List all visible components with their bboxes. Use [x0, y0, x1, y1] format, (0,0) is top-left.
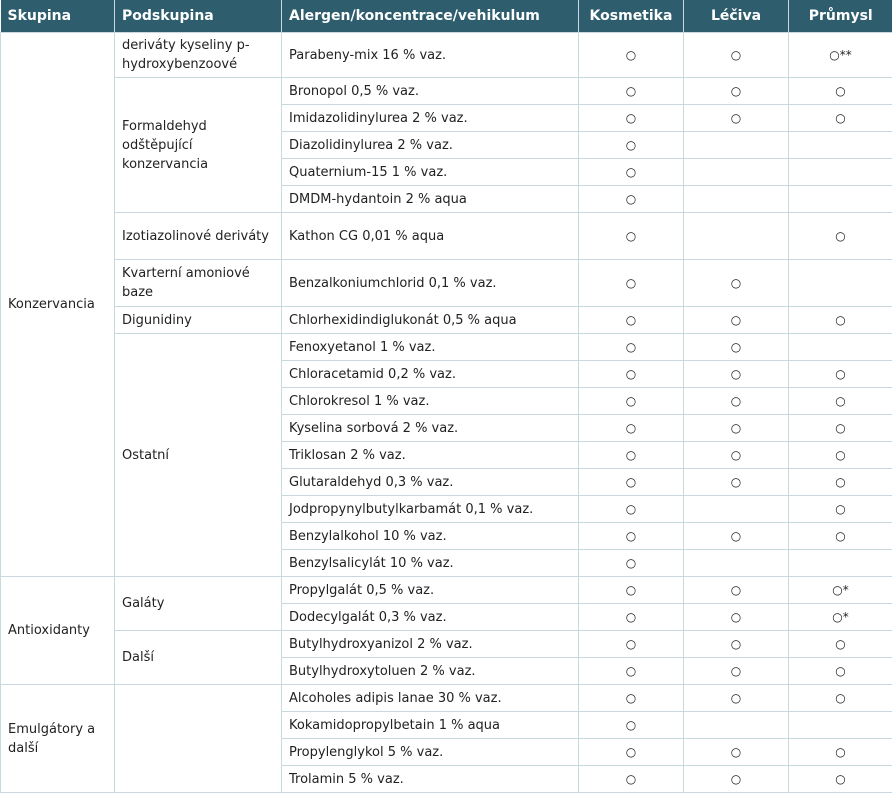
- leciva-cell: [684, 213, 789, 260]
- prumysl-cell: [789, 132, 892, 159]
- leciva-cell: ○: [684, 361, 789, 388]
- prumysl-cell: ○**: [789, 33, 892, 78]
- prumysl-cell: ○*: [789, 577, 892, 604]
- table-row: [1, 334, 892, 361]
- prumysl-cell: ○: [789, 658, 892, 685]
- prumysl-cell: ○: [789, 631, 892, 658]
- table-row: [1, 631, 892, 658]
- table-row: [1, 213, 892, 260]
- allergen-cell: Chlorokresol 1 % vaz.: [282, 388, 579, 415]
- kosmetika-cell: ○: [579, 685, 684, 712]
- leciva-cell: ○: [684, 739, 789, 766]
- kosmetika-cell: ○: [579, 159, 684, 186]
- prumysl-cell: ○: [789, 469, 892, 496]
- allergen-cell: Kyselina sorbová 2 % vaz.: [282, 415, 579, 442]
- prumysl-cell: [789, 186, 892, 213]
- kosmetika-cell: ○: [579, 442, 684, 469]
- group-cell: Konzervancia: [1, 33, 115, 577]
- subgroup-cell: deriváty kyseliny p-hydroxybenzoové: [115, 33, 282, 78]
- allergen-cell: Trolamin 5 % vaz.: [282, 766, 579, 793]
- table-row: [1, 307, 892, 334]
- allergen-cell: Glutaraldehyd 0,3 % vaz.: [282, 469, 579, 496]
- leciva-cell: ○: [684, 631, 789, 658]
- leciva-cell: ○: [684, 442, 789, 469]
- kosmetika-cell: ○: [579, 523, 684, 550]
- leciva-cell: [684, 712, 789, 739]
- table-row: [1, 577, 892, 604]
- leciva-cell: ○: [684, 307, 789, 334]
- leciva-cell: [684, 132, 789, 159]
- kosmetika-cell: ○: [579, 260, 684, 307]
- leciva-cell: [684, 496, 789, 523]
- allergen-cell: Benzylsalicylát 10 % vaz.: [282, 550, 579, 577]
- prumysl-cell: ○: [789, 415, 892, 442]
- leciva-cell: ○: [684, 577, 789, 604]
- allergen-cell: Kokamidopropylbetain 1 % aqua: [282, 712, 579, 739]
- kosmetika-cell: ○: [579, 658, 684, 685]
- kosmetika-cell: ○: [579, 33, 684, 78]
- prumysl-cell: [789, 712, 892, 739]
- table-row: [1, 33, 892, 78]
- kosmetika-cell: ○: [579, 631, 684, 658]
- table-row: [1, 260, 892, 307]
- subgroup-cell: Další: [115, 631, 282, 685]
- kosmetika-cell: ○: [579, 78, 684, 105]
- subgroup-cell: [115, 685, 282, 793]
- table-row: [1, 78, 892, 105]
- allergen-cell: Butylhydroxytoluen 2 % vaz.: [282, 658, 579, 685]
- subgroup-cell: Ostatní: [115, 334, 282, 577]
- table-row: [1, 685, 892, 712]
- prumysl-cell: ○: [789, 213, 892, 260]
- prumysl-cell: ○: [789, 496, 892, 523]
- kosmetika-cell: ○: [579, 496, 684, 523]
- header-skupina: Skupina: [1, 0, 115, 33]
- kosmetika-cell: ○: [579, 577, 684, 604]
- leciva-cell: ○: [684, 604, 789, 631]
- leciva-cell: ○: [684, 105, 789, 132]
- kosmetika-cell: ○: [579, 334, 684, 361]
- allergen-cell: Bronopol 0,5 % vaz.: [282, 78, 579, 105]
- prumysl-cell: ○: [789, 307, 892, 334]
- allergen-cell: Kathon CG 0,01 % aqua: [282, 213, 579, 260]
- allergen-cell: Propylenglykol 5 % vaz.: [282, 739, 579, 766]
- header-leciva: Léčiva: [684, 0, 789, 33]
- allergen-cell: Chlorhexidindiglukonát 0,5 % aqua: [282, 307, 579, 334]
- kosmetika-cell: ○: [579, 469, 684, 496]
- prumysl-cell: ○: [789, 78, 892, 105]
- leciva-cell: ○: [684, 685, 789, 712]
- leciva-cell: [684, 159, 789, 186]
- subgroup-cell: Kvarterní amoniové baze: [115, 260, 282, 307]
- prumysl-cell: ○: [789, 739, 892, 766]
- prumysl-cell: ○: [789, 523, 892, 550]
- kosmetika-cell: ○: [579, 712, 684, 739]
- subgroup-cell: Formaldehyd odštěpující konzervancia: [115, 78, 282, 213]
- prumysl-cell: ○: [789, 388, 892, 415]
- group-cell: Antioxidanty: [1, 577, 115, 685]
- allergen-cell: Parabeny-mix 16 % vaz.: [282, 33, 579, 78]
- kosmetika-cell: ○: [579, 105, 684, 132]
- leciva-cell: [684, 550, 789, 577]
- prumysl-cell: [789, 550, 892, 577]
- subgroup-cell: Galáty: [115, 577, 282, 631]
- kosmetika-cell: ○: [579, 766, 684, 793]
- allergen-cell: Benzylalkohol 10 % vaz.: [282, 523, 579, 550]
- leciva-cell: ○: [684, 658, 789, 685]
- allergen-cell: Dodecylgalát 0,3 % vaz.: [282, 604, 579, 631]
- kosmetika-cell: ○: [579, 415, 684, 442]
- allergen-cell: Butylhydroxyanizol 2 % vaz.: [282, 631, 579, 658]
- leciva-cell: ○: [684, 78, 789, 105]
- allergen-cell: Benzalkoniumchlorid 0,1 % vaz.: [282, 260, 579, 307]
- prumysl-cell: ○: [789, 685, 892, 712]
- kosmetika-cell: ○: [579, 388, 684, 415]
- header-podskupina: Podskupina: [115, 0, 282, 33]
- prumysl-cell: ○: [789, 105, 892, 132]
- leciva-cell: ○: [684, 388, 789, 415]
- leciva-cell: ○: [684, 415, 789, 442]
- subgroup-cell: Izotiazolinové deriváty: [115, 213, 282, 260]
- leciva-cell: ○: [684, 766, 789, 793]
- header-prumysl: Průmysl: [789, 0, 892, 33]
- prumysl-cell: [789, 260, 892, 307]
- kosmetika-cell: ○: [579, 739, 684, 766]
- allergen-cell: DMDM-hydantoin 2 % aqua: [282, 186, 579, 213]
- kosmetika-cell: ○: [579, 307, 684, 334]
- kosmetika-cell: ○: [579, 361, 684, 388]
- kosmetika-cell: ○: [579, 550, 684, 577]
- allergen-cell: Alcoholes adipis lanae 30 % vaz.: [282, 685, 579, 712]
- header-allergen: Alergen/koncentrace/vehikulum: [282, 0, 579, 33]
- leciva-cell: ○: [684, 469, 789, 496]
- allergen-cell: Diazolidinylurea 2 % vaz.: [282, 132, 579, 159]
- group-cell: Emulgátory a další: [1, 685, 115, 793]
- header-row: [1, 0, 892, 33]
- prumysl-cell: ○: [789, 442, 892, 469]
- allergen-cell: Imidazolidinylurea 2 % vaz.: [282, 105, 579, 132]
- allergen-cell: Propylgalát 0,5 % vaz.: [282, 577, 579, 604]
- leciva-cell: ○: [684, 523, 789, 550]
- prumysl-cell: ○: [789, 766, 892, 793]
- prumysl-cell: ○: [789, 361, 892, 388]
- header-kosmetika: Kosmetika: [579, 0, 684, 33]
- kosmetika-cell: ○: [579, 186, 684, 213]
- allergen-cell: Jodpropynylbutylkarbamát 0,1 % vaz.: [282, 496, 579, 523]
- kosmetika-cell: ○: [579, 604, 684, 631]
- leciva-cell: [684, 186, 789, 213]
- leciva-cell: ○: [684, 260, 789, 307]
- allergen-cell: Chloracetamid 0,2 % vaz.: [282, 361, 579, 388]
- prumysl-cell: ○*: [789, 604, 892, 631]
- prumysl-cell: [789, 334, 892, 361]
- allergen-cell: Quaternium-15 1 % vaz.: [282, 159, 579, 186]
- leciva-cell: ○: [684, 33, 789, 78]
- subgroup-cell: Digunidiny: [115, 307, 282, 334]
- leciva-cell: ○: [684, 334, 789, 361]
- kosmetika-cell: ○: [579, 213, 684, 260]
- prumysl-cell: [789, 159, 892, 186]
- allergen-cell: Triklosan 2 % vaz.: [282, 442, 579, 469]
- kosmetika-cell: ○: [579, 132, 684, 159]
- allergen-cell: Fenoxyetanol 1 % vaz.: [282, 334, 579, 361]
